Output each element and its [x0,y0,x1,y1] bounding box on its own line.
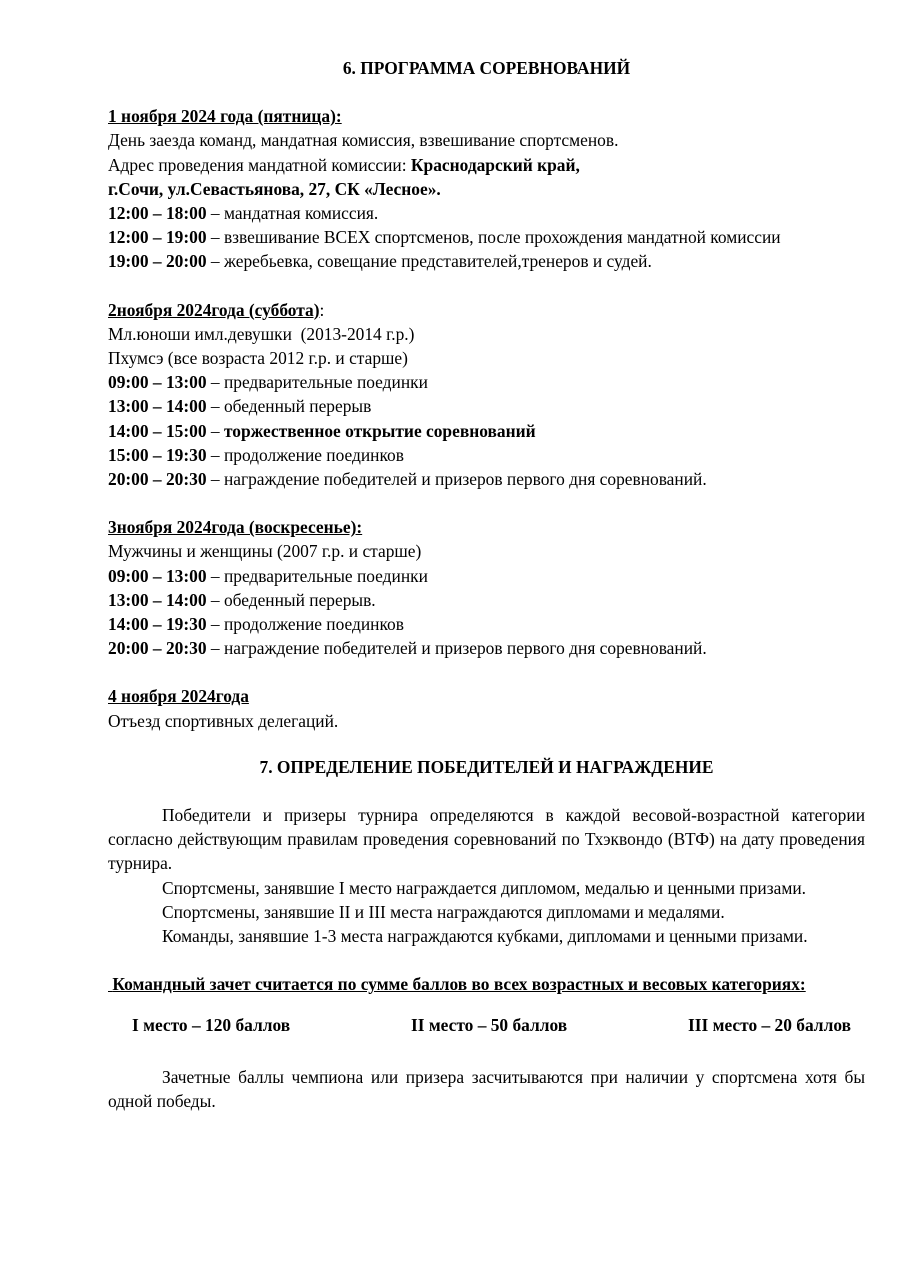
awards-paragraph-4: Команды, занявшие 1-3 места награждаются кубками, дипломами и ценными призами. [162,926,808,947]
schedule-item [108,201,865,225]
section-7-title: 7. ОПРЕДЕЛЕНИЕ ПОБЕДИТЕЛЕЙ И НАГРАЖДЕНИЕ [259,756,714,777]
points-third-place: III место – 20 баллов [687,1014,851,1035]
schedule-text: – предварительные поединки [206,565,428,586]
day-3-block [108,515,865,660]
schedule-time: 09:00 – 13:00 [108,372,207,393]
schedule-item [108,370,865,394]
address-street: г.Сочи, ул.Севастьянова, 27, СК «Лесное». [108,178,441,199]
schedule-time: 14:00 – 19:30 [108,614,207,635]
schedule-text: – жеребьевка, совещание представителей,тренеров и судей. [206,251,652,272]
points-condition-paragraph: Зачетные баллы чемпиона или призера засчитываются при наличии у спортсмена хотя бы одной победы. [108,1066,865,1111]
address-line [108,153,865,177]
schedule-time: 15:00 – 19:30 [108,444,207,465]
schedule-time: 19:00 – 20:00 [108,251,207,272]
day-1-block [108,104,865,273]
points-first-place: I место – 120 баллов [132,1014,291,1035]
schedule-time: 20:00 – 20:30 [108,469,207,490]
schedule-text: торжественное открытие соревнований [223,420,536,441]
day-2-heading-line: 2ноября 2024года (суббота): [108,299,325,320]
schedule-time: 13:00 – 14:00 [108,589,207,610]
schedule-item [108,467,865,491]
day-4-heading: 4 ноября 2024года [108,686,249,707]
schedule-text: – обеденный перерыв [206,396,372,417]
day-1-line: День заезда команд, мандатная комиссия, взвешивание спортсменов. [108,130,619,151]
schedule-item: 14:00 – 15:00 – торжественное открытие соревнований [108,420,536,441]
day-2-line-1: Мл.юноши имл.девушки (2013-2014 г.р.) [108,323,415,344]
schedule-item [108,225,865,249]
schedule-item [108,249,865,273]
day-4-block [108,684,865,732]
schedule-item [108,564,865,588]
schedule-text: – продолжение поединков [206,444,404,465]
day-2-block [108,298,865,492]
schedule-time: 13:00 – 14:00 [108,396,207,417]
schedule-time: 20:00 – 20:30 [108,638,207,659]
day-2-heading: 2ноября 2024года (суббота) [108,299,320,320]
schedule-item [108,443,865,467]
schedule-time: 12:00 – 18:00 [108,203,207,224]
schedule-text: – продолжение поединков [206,614,404,635]
awards-paragraph-1: Победители и призеры турнира определяются в каждой весовой-возрастной категории согласно действующим правилам проведения соревнований по Тхэквондо (ВТФ) на дату проведения турнира. [108,805,865,874]
schedule-time: 12:00 – 19:00 [108,227,207,248]
schedule-item [108,612,865,636]
day-1-heading: 1 ноября 2024 года (пятница): [108,106,342,127]
points-row [108,1013,865,1037]
schedule-time: 14:00 – 15:00 [108,420,207,441]
day-2-line-2: Пхумсэ (все возраста 2012 г.р. и старше) [108,348,408,369]
awards-paragraph-2: Спортсмены, занявшие I место награждается дипломом, медалью и ценными призами. [162,877,806,898]
schedule-item [108,394,865,418]
day-4-line-1: Отъезд спортивных делегаций. [108,710,339,731]
document-page [108,56,865,1113]
day-3-line-1: Мужчины и женщины (2007 г.р. и старше) [108,541,422,562]
schedule-text: – обеденный перерыв. [206,589,376,610]
schedule-time: 09:00 – 13:00 [108,565,207,586]
team-score-heading: Командный зачет считается по сумме баллов во всех возрастных и весовых категориях: [108,974,806,995]
schedule-item [108,636,865,660]
schedule-item [108,588,865,612]
schedule-text: – награждение победителей и призеров первого дня соревнований. [206,638,707,659]
day-3-heading: 3ноября 2024года (воскресенье): [108,517,363,538]
points-second-place: II место – 50 баллов [410,1014,568,1035]
section-6-title: 6. ПРОГРАММА СОРЕВНОВАНИЙ [342,58,631,78]
schedule-text: – награждение победителей и призеров первого дня соревнований. [206,469,707,490]
schedule-text: – взвешивание ВСЕХ спортсменов, после прохождения мандатной комиссии [206,227,781,248]
awards-paragraph-3: Спортсмены, занявшие II и III места награждаются дипломами и медалями. [162,901,725,922]
schedule-text: – мандатная комиссия. [206,203,379,224]
schedule-text: – предварительные поединки [206,372,428,393]
address-prefix: Адрес проведения мандатной комиссии: [108,154,411,175]
address-region: Краснодарский край, [410,154,580,175]
